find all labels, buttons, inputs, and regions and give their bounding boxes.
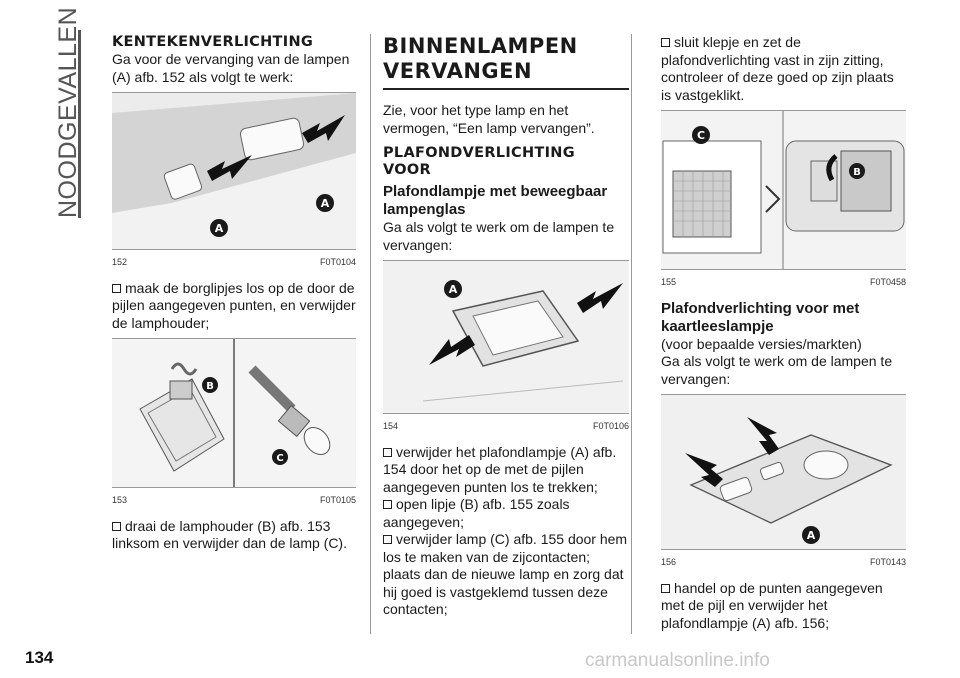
figure-code: F0T0104	[319, 257, 356, 267]
paragraph: Ga als volgt te werk om de lampen te vervangen:	[383, 219, 615, 253]
figure-code: F0T0458	[869, 277, 906, 287]
figure-caption	[112, 492, 356, 510]
checkbox-bullet-icon	[383, 448, 392, 457]
figure-number: 156	[661, 557, 677, 567]
subsection-heading: PLAFONDVERLICHTING VOOR	[383, 145, 575, 178]
bullet-step: maak de borglipjes los op de door de pijlen aangegeven punten, en verwijder de lamphouder;	[112, 279, 356, 331]
checkbox-bullet-icon	[383, 500, 392, 509]
bullet-step: draai de lamphouder (B) afb. 153 linksom en verwijder dan de lamp (C).	[112, 517, 347, 551]
figure-number: 155	[661, 277, 677, 287]
bullet-step: handel op de punten aangegeven met de pijl en verwijder het plafondlampje (A) afb. 156;	[661, 579, 883, 631]
figure-number: 152	[112, 257, 128, 267]
figure-number: 153	[112, 495, 128, 505]
column-divider	[631, 34, 632, 634]
figure-152	[112, 92, 356, 250]
paragraph: Ga voor de vervanging van de lampen (A) afb. 152 als volgt te werk:	[112, 51, 350, 85]
heading-rule	[383, 88, 629, 90]
section-heading: KENTEKENVERLICHTING	[112, 34, 314, 50]
checkbox-bullet-icon	[661, 38, 670, 47]
figure-caption	[383, 418, 629, 436]
column-1	[112, 34, 356, 559]
figure-code: F0T0143	[869, 557, 906, 567]
figure-callout: A	[448, 283, 458, 296]
checkbox-bullet-icon	[112, 522, 121, 531]
figure-callout: C	[276, 453, 284, 464]
sub-subsection-heading: Plafondverlichting voor met kaartleeslampje	[661, 299, 860, 335]
paragraph: (voor bepaalde versies/markten)	[661, 335, 862, 352]
figure-caption	[112, 254, 356, 272]
page-number: 134	[25, 648, 54, 667]
figure-callout: A	[806, 529, 816, 542]
figure-code: F0T0105	[319, 495, 356, 505]
figure-callout: B	[206, 381, 214, 392]
checkbox-bullet-icon	[112, 284, 121, 293]
checkbox-bullet-icon	[383, 535, 392, 544]
paragraph: Zie, voor het type lamp en het vermogen, “Een lamp vervangen”.	[383, 102, 595, 136]
column-divider	[370, 34, 371, 634]
figure-callout: A	[214, 222, 224, 235]
section-heading: BINNENLAMPEN VERVANGEN	[383, 34, 578, 83]
paragraph: Ga als volgt te werk om de lampen te vervangen:	[661, 353, 893, 387]
figure-154	[383, 260, 629, 414]
figure-155	[661, 110, 906, 270]
column-3	[661, 34, 906, 638]
figure-callout: C	[696, 129, 706, 142]
bullet-step: verwijder het plafondlampje (A) afb. 154 door het op de met de pijlen aangegeven punten los te trekken;	[383, 443, 617, 495]
figure-callout: B	[853, 167, 861, 178]
figure-156	[661, 394, 906, 550]
bullet-step: sluit klepje en zet de plafondverlichting vast in zijn zitting, controleer of deze goed op zijn plaats is vastgeklikt.	[661, 34, 894, 103]
figure-callout: A	[320, 197, 330, 210]
sub-subsection-heading: Plafondlampje met beweegbaar lampenglas	[383, 183, 608, 218]
side-tab-label: NOODGEVALLEN	[54, 6, 82, 218]
figure-caption	[661, 274, 906, 292]
figure-number: 154	[383, 421, 399, 431]
figure-caption	[661, 554, 906, 572]
bullet-step: verwijder lamp (C) afb. 155 door hem los te maken van de zijcontacten; plaats dan de nieuwe lamp en zorg dat hij goed is vastgeklemd tussen deze contacten;	[383, 531, 628, 617]
checkbox-bullet-icon	[661, 584, 670, 593]
watermark: carmanualsonline.info	[585, 650, 770, 671]
figure-153	[112, 338, 356, 488]
bullet-step: open lipje (B) afb. 155 zoals aangegeven;	[383, 496, 570, 530]
section-side-tab	[52, 6, 82, 218]
figure-code: F0T0106	[592, 421, 629, 431]
column-2	[383, 34, 629, 619]
